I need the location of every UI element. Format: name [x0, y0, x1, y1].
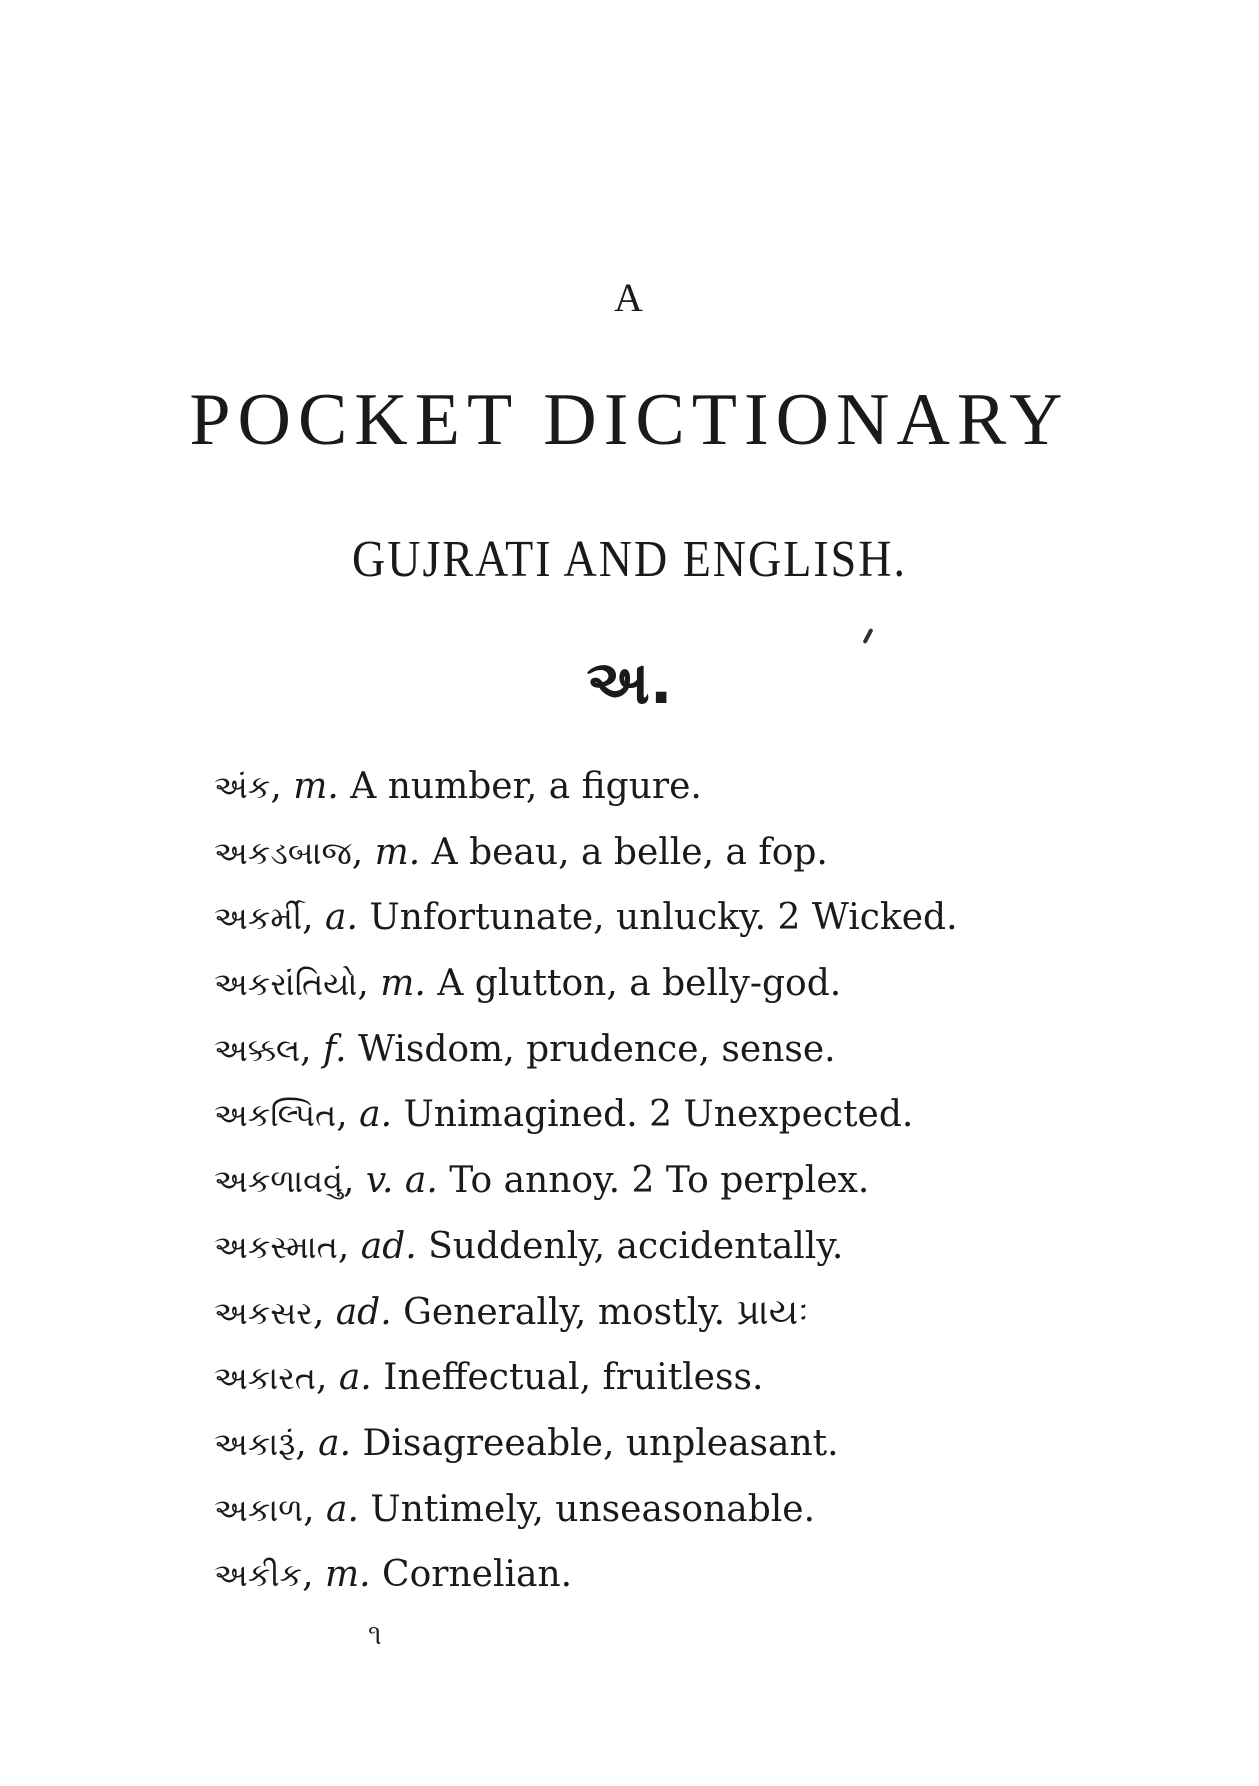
entry-headword: અંક	[214, 768, 271, 806]
entry-headword: અકલ્પિત	[214, 1096, 337, 1135]
entry-headword: અકારૂં	[214, 1424, 296, 1463]
entry-headword: અકર્મી	[214, 899, 303, 938]
entry-pos: a.	[318, 1422, 352, 1464]
entry-pos: m.	[374, 831, 421, 873]
list-item: અકીક, m. Cornelian.	[214, 1554, 573, 1596]
entry-headword: અક્કલ	[214, 1030, 301, 1069]
entry-headword: અકળાવવું	[214, 1162, 344, 1201]
entry-definition: Generally, mostly. પ્રાયઃ	[403, 1291, 809, 1333]
entry-pos: ad.	[360, 1225, 417, 1267]
entry-pos: a.	[338, 1357, 372, 1399]
section-letter: અ.	[586, 648, 673, 718]
entry-headword: અકડબાજ	[214, 833, 352, 872]
list-item: અકસર, ad. Generally, mostly. પ્રાયઃ	[214, 1291, 809, 1333]
entry-definition: Ineffectual, fruitless.	[383, 1357, 764, 1399]
entry-headword: અકારત	[214, 1359, 316, 1398]
entry-definition: Wisdom, prudence, sense.	[357, 1028, 836, 1070]
entry-definition: Unfortunate, unlucky. 2 Wicked.	[369, 897, 958, 939]
list-item: અકલ્પિત, a. Unimagined. 2 Unexpected.	[214, 1094, 914, 1136]
list-item: અકળાવવું, v. a. To annoy. 2 To perplex.	[214, 1160, 870, 1202]
title-article: A	[614, 275, 645, 320]
entry-definition: A beau, a belle, a fop.	[431, 831, 828, 873]
entry-pos: a.	[359, 1094, 393, 1136]
entry-headword: અકરાંતિયો	[214, 965, 358, 1004]
entry-definition: Untimely, unseasonable.	[370, 1488, 816, 1530]
entry-pos: a.	[325, 897, 358, 939]
page-number: ૧	[368, 1618, 382, 1651]
entry-headword: અકસ્માત	[214, 1227, 338, 1266]
entry-pos: v. a.	[365, 1160, 438, 1202]
entry-pos: m.	[380, 963, 426, 1005]
list-item: અકર્મી, a. Unfortunate, unlucky. 2 Wicked.	[214, 897, 958, 939]
list-item: અંક, m. A number, a figure.	[214, 766, 702, 807]
entry-pos: a.	[326, 1488, 359, 1530]
entry-pos: m.	[293, 766, 339, 807]
entry-headword: અકસર	[214, 1293, 313, 1332]
page-title: POCKET DICTIONARY	[189, 379, 1070, 461]
list-item: અકસ્માત, ad. Suddenly, accidentally.	[214, 1225, 844, 1267]
stray-ink-mark	[862, 628, 873, 644]
entry-list	[214, 762, 1224, 1616]
entry-definition: To annoy. 2 To perplex.	[449, 1160, 870, 1202]
entry-definition: A number, a figure.	[350, 766, 702, 807]
entry-headword: અકીક	[214, 1556, 303, 1595]
list-item: અકાળ, a. Untimely, unseasonable.	[214, 1488, 816, 1530]
entry-definition: Disagreeable, unpleasant.	[362, 1422, 839, 1464]
entry-definition: Suddenly, accidentally.	[428, 1225, 844, 1267]
list-item: અકારત, a. Ineffectual, fruitless.	[214, 1357, 764, 1399]
list-item: અક્કલ, f. Wisdom, prudence, sense.	[214, 1028, 836, 1070]
page-subtitle: GUJRATI AND ENGLISH.	[352, 529, 907, 588]
entry-definition: Unimagined. 2 Unexpected.	[403, 1094, 914, 1136]
list-item: અકરાંતિયો, m. A glutton, a belly-god.	[214, 963, 842, 1005]
entry-pos: m.	[325, 1554, 371, 1596]
entry-pos: f.	[323, 1028, 347, 1070]
list-item: અકારૂં, a. Disagreeable, unpleasant.	[214, 1422, 839, 1464]
entry-headword: અકાળ	[214, 1490, 304, 1529]
entry-definition: A glutton, a belly-god.	[437, 963, 842, 1005]
list-item: અકડબાજ, m. A beau, a belle, a fop.	[214, 831, 828, 873]
entry-definition: Cornelian.	[382, 1554, 573, 1596]
entry-pos: ad.	[335, 1291, 392, 1333]
